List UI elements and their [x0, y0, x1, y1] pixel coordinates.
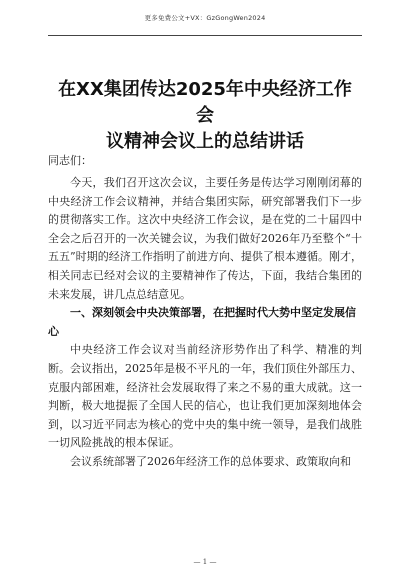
- intro-paragraph: 今天，我们召开这次会议，主要任务是传达学习刚刚闭幕的中央经济工作会议精神，并结合集团实际，研究部署我们下一步的贯彻落实工作。这次中央经济工作会议，是在党的二十届四中全会之后召开的一次关键会议，为我们做好2026年乃至整个“十五五”时期的经济工作指明了前进方向、提供了根本遵循。刚才，相关同志已经对会议的主要精神作了传达，下面，我结合集团的未来发展，讲几点总结意见。: [48, 176, 362, 301]
- document-body: [48, 174, 362, 472]
- section-1-paragraph-1: 中央经济工作会议对当前经济形势作出了科学、精准的判断。会议指出，2025年是极不平凡的一年，我们顶住外部压力、克服内部困难，经济社会发展取得了来之不易的重大成就。这一判断，极大地提振了全国人民的信心，也让我们更加深刻地体会到，以习近平同志为核心的党中央的集中统一领导，是我们战胜一切风险挑战的根本保证。: [48, 343, 362, 450]
- section-1-paragraph-2: 会议系统部署了2026年经济工作的总体要求、政策取向和: [70, 454, 351, 468]
- salutation: 同志们：: [48, 154, 92, 167]
- title-line-1: 在XX集团传达2025年中央经济工作会: [58, 79, 352, 126]
- document-title: [55, 77, 355, 155]
- page-number: — 1 —: [193, 558, 217, 566]
- header-divider: [48, 35, 362, 36]
- title-line-2: 议精神会议上的总结讲话: [106, 131, 304, 152]
- page-header: 更多免费公文+VX：GzGongWen2024: [144, 14, 266, 22]
- section-heading-1: 一、深刻领会中央决策部署，在把握时代大势中坚定发展信心: [48, 306, 356, 338]
